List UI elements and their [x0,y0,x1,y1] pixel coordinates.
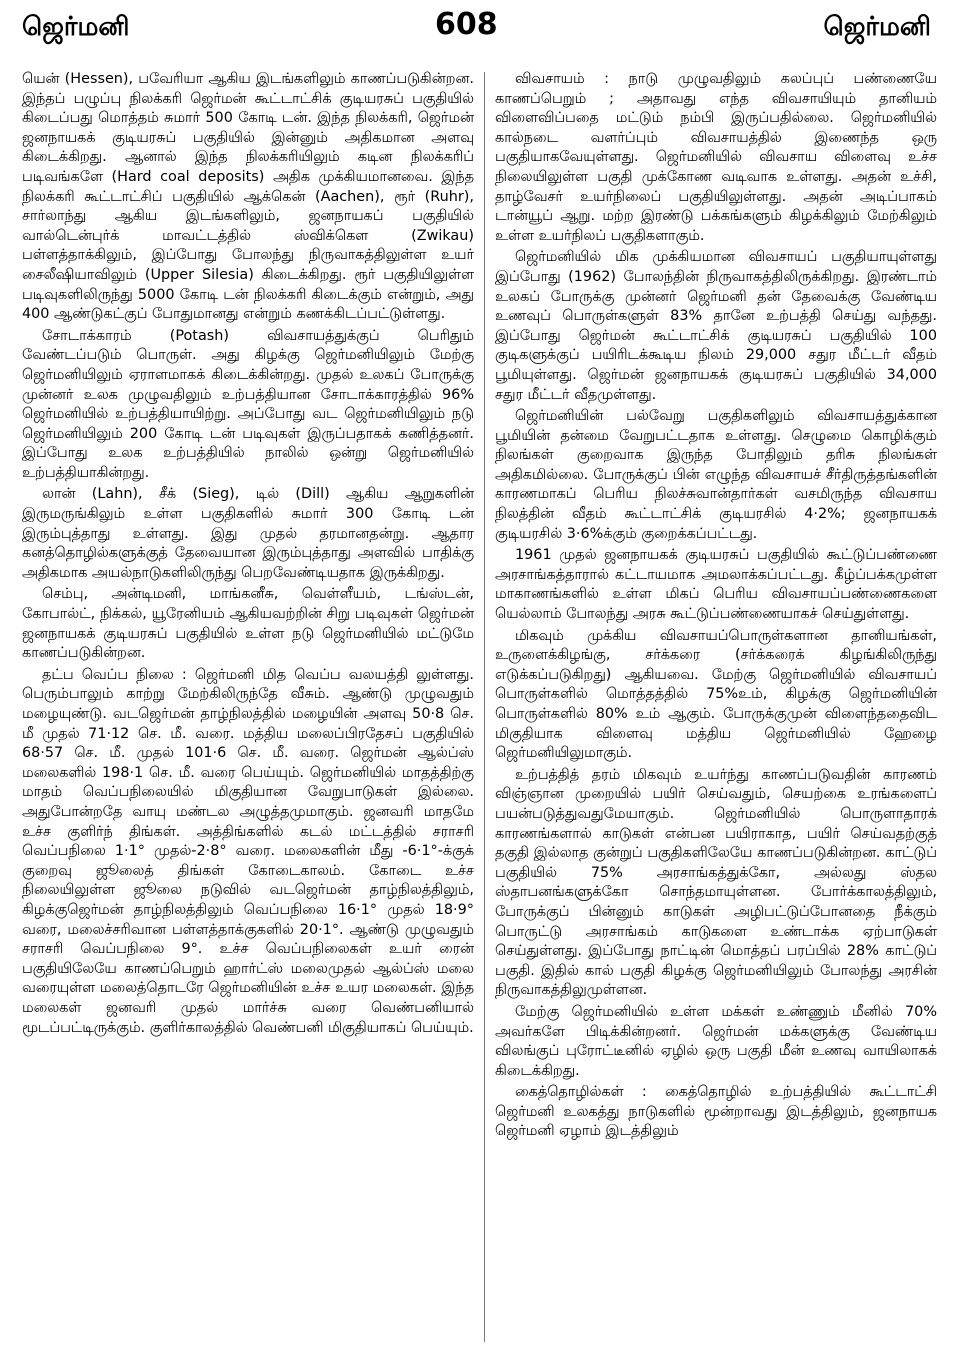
running-head-right: ஜெர்மனி [823,12,931,42]
page-number: 608 [435,7,498,42]
paragraph-potash: சோடாக்காரம் (Potash) விவசாயத்துக்குப் பெரிதும் வேண்டப்படும் பொருள். அது கிழக்கு ஜெர்மனியிலும் மேற்கு ஜெர்மனியிலும் ஏராளமாகக் கிடைக்கின்றது. முதல் உலகப் போருக்கு முன்னர் உலக முழுவதிலும் உற்பத்தியான சோடாக்காரத்தில் 96% ஜெர்மனியில் உற்பத்தியாயிற்று. அப்போது வட ஜெர்மனியிலும் நடு ஜெர்மனியிலும் 200 கோடி டன் படிவுகள் இருப்பதாகக் கணித்தனர். இப்போது உலக உற்பத்தியில் நாலில் ஒன்று ஜெர்மனியில் உற்பத்தியாகின்றது. [22,327,474,481]
paragraph-industry: கைத்தொழில்கள் : கைத்தொழில் உற்பத்தியில் கூட்டாட்சி ஜெர்மனி உலகத்து நாடுகளில் மூன்றாவது இடத்திலும், ஜனநாயக ஜெர்மனி ஏழாம் இடத்திலும் [495,1084,937,1140]
paragraph-minerals: செம்பு, அன்டிமனி, மாங்கனீசு, வெள்ளீயம், டங்ஸ்டன், கோபால்ட், நிக்கல், யூரேனியம் ஆகியவற்றின் சிறு படிவுகள் ஜெர்மன் ஜனநாயகக் குடியரசுப் பகுதியில் உள்ள நடு ஜெர்மனியில் மட்டுமே காணப்படுகின்றன. [22,586,474,662]
paragraph-agri-region: ஜெர்மனியில் மிக முக்கியமான விவசாயப் பகுதியாயுள்ளது இப்போது (1962) போலந்தின் நிருவாகத்திலிருக்கிறது. இரண்டாம் உலகப் போருக்கு முன்னர் ஜெர்மனி தன் தேவைக்கு வேண்டிய உணவுப் பொருள்களுள் 83% தானே உற்பத்தி செய்து வந்தது. இப்போது ஜெர்மன் கூட்டாட்சிக் குடியரசுப் பகுதியில் 100 குடிகளுக்குப் பயிரிடக்கூடிய நிலம் 29,000 சதுர மீட்டர் வீதம் பூமியுள்ளது. ஜெர்மன் ஜனநாயகக் குடியரசுப் பகுதியில் 34,000 சதுர மீட்டர் வீதமுள்ளது. [495,249,937,403]
right-column [495,70,937,1346]
left-column [22,70,474,1346]
paragraph-climate: தட்ப வெப்ப நிலை : ஜெர்மனி மித வெப்ப வலயத்தி லுள்ளது. பெரும்பாலும் காற்று மேற்கிலிருந்தே வீசும். ஆண்டு முழுவதும் மழையுண்டு. வடஜெர்மன் தாழ்நிலத்தில் மழையின் அளவு 50·8 செ. மீ முதல் 71·12 செ. மீ. வரை. மத்திய மலைப்பிரதேசப் பகுதியில் 68·57 செ. மீ. முதல் 101·6 செ. மீ. வரை. ஜெர்மன் ஆல்ப்ஸ் மலைகளில் 198·1 செ. மீ. வரை பெய்யும். ஜெர்மனியில் மாதத்திற்கு மாதம் வெப்பநிலையில் மிகுதியான வேறுபாடுகள் இல்லை. அதுபோன்றதே வாயு மண்டல அழுத்தமுமாகும். ஜனவரி மாதமே உச்ச குளிர்ந் திங்கள். அத்திங்களில் கடல் மட்டத்தில் சராசரி வெப்பநிலை 1·1° முதல்-2·8° வரை. மலைகளின் மீது -6·1°-க்குக் குறைவு ஜூலைத் திங்கள் கோடைகாலம். கோடை உச்ச நிலையிலுள்ள ஜூலை நடுவில் வடஜெர்மன் தாழ்நிலத்திலும், கிழக்குஜெர்மன் தாழ்நிலத்திலும் வெப்பநிலை 16·1° முதல் 18·9° வரை, மலைச்சரிவான பள்ளத்தாக்குகளில் 20·1°. ஆண்டு முழுவதும் சராசரி வெப்பநிலை 9°. உச்ச வெப்பநிலைகள் உயர் ரைன் பகுதியிலேயே காணப்பெறும் ஹார்ட்ஸ் மலைமுதல் ஆல்ப்ஸ் மலை வரையுள்ள மலைத்தொடரே ஜெர்மனியின் உச்ச உயர மலைகள். இந்த மலைகள் ஜனவரி முதல் மார்ச்சு வரை வெண்பனியால் மூடப்பட்டிருக்கும். குளிர்காலத்தில் வெண்பனி மிகுதியாகப் பெய்யும். [22,666,474,1036]
page-header [0,0,961,62]
running-head-left: ஜெர்மனி [22,12,130,42]
paragraph-iron-ore: லான் (Lahn), சீக் (Sieg), டில் (Dill) ஆகிய ஆறுகளின் இருமருங்கிலும் உள்ள பகுதிகளில் சுமார் 300 கோடி டன் இரும்புத்தாது உள்ளது. இது முதல் தரமானதன்று. ஆதார கனத்தொழில்களுக்குத் தேவையான இரும்புத்தாது அளவில் பாதிக்கு அதிகமாக அயல்நாடுகளிலிருந்து பெறவேண்டியதாக இருக்கிறது. [22,486,474,581]
paragraph-forests: உற்பத்தித் தரம் மிகவும் உயர்ந்து காணப்படுவதின் காரணம் விஞ்ஞான முறையில் பயிர் செய்வதும், செயற்கை உரங்களைப் பயன்படுத்துவதுமேயாகும். ஜெர்மனியில் பொருளாதாரக் காரணங்களால் காடுகள் என்பன பயிராகாத, பயிர் செய்வதற்குத் தகுதி இல்லாத குன்றுப் பகுதிகளிலேயே காணப்படுகின்றன. காட்டுப் பகுதியில் 75% அரசாங்கத்துக்கோ, அல்லது ஸ்தல ஸ்தாபனங்களுக்கோ சொந்தமாயுள்ளன. போர்க்காலத்திலும், போருக்குப் பின்னும் காடுகள் அழிபட்டுப்போனதை நீக்கும் பொருட்டு அரசாங்கம் காடுகளை உண்டாக்க ஏற்பாடுகள் செய்துள்ளது. இப்போது நாட்டின் மொத்தப் பரப்பில் 28% காட்டுப் பகுதி. இதில் கால் பகுதி கிழக்கு ஜெர்மனியிலும் போலந்து அரசின் நிருவாகத்திலுமுள்ளன. [495,766,937,999]
column-divider [484,72,485,1342]
paragraph-agriculture: விவசாயம் : நாடு முழுவதிலும் கலப்புப் பண்ணையே காணப்பெறும் ; அதாவது எந்த விவசாயியும் தானியம் விளைவிப்பதை மட்டும் நம்பி இருப்பதில்லை. ஜெர்மனியில் கால்நடை வளர்ப்பும் விவசாயத்தில் இணைந்த ஒரு பகுதியாகவேயுள்ளது. ஜெர்மனியில் விவசாய விளைவு உச்ச நிலையிலுள்ள பகுதி முக்கோண வடிவாக உள்ளது. அதன் உச்சி, தாழ்வேசர் உயர்நிலைப் பகுதியிலுள்ளது. அதன் அடிப்பாகம் டான்யூப் ஆறு. மற்ற இரண்டு பக்கங்களும் கிழக்கிலும் மேற்கிலும் உள்ள உயர்நிலப் பகுதிகளாகும். [495,71,937,244]
paragraph-land: ஜெர்மனியின் பல்வேறு பகுதிகளிலும் விவசாயத்துக்கான பூமியின் தன்மை வேறுபட்டதாக உள்ளது. செழுமை கொழிக்கும் நிலங்கள் குறைவாக இருந்த போதிலும் தரிசு நிலங்கள் அதிகமில்லை. போருக்குப் பின் எழுந்த விவசாயச் சீர்திருத்தங்களின் காரணமாகப் பெரிய நிலச்சுவான்தார்கள் வசமிருந்த விவசாய நிலத்தின் வீதம் கூட்டாட்சிக் குடியரசில் 4·2%; ஜனநாயகக் குடியரசில் 3·6%க்கும் குறைக்கப்பட்டது. [495,408,937,542]
paragraph-coal: யென் (Hessen), பவேரியா ஆகிய இடங்களிலும் காணப்படுகின்றன. இந்தப் பழுப்பு நிலக்கரி ஜெர்மன் கூட்டாட்சிக் குடியரசுப் பகுதியில் கிடைப்பது மொத்தம் சுமார் 500 கோடி டன். இந்த நிலக்கரி, ஜெர்மன் ஜனநாயகக் குடியரசுப் பகுதியில் இன்னும் அதிகமான அளவு கிடைக்கிறது. ஆனால் இந்த நிலக்கரியிலும் கடின நிலக்கரிப் படிவங்களே (Hard coal deposits) அதிக முக்கியமானவை. இந்த நிலக்கரி கூட்டாட்சிப் பகுதியில் ஆக்கென் (Aachen), ரூர் (Ruhr), சார்லாந்து ஆகிய இடங்களிலும், ஜனநாயகப் பகுதியில் வால்டென்புர்க் மாவட்டத்தில் ஸ்விக்கெள (Zwikau) பள்ளத்தாக்கிலும், இப்போது போலந்து நிருவாகத்திலுள்ள உயர் சைலீஷியாவிலும் (Upper Silesia) கிடைக்கிறது. ரூர் பகுதியிலுள்ள படிவுகளிலிருந்து 5000 கோடி டன் நிலக்கரி கிடைக்கும் என்றும், அது 400 ஆண்டுகட்குப் போதுமானது என்றும் கணக்கிடப்பட்டுள்ளது. [22,71,474,323]
paragraph-collective-farms: 1961 முதல் ஜனநாயகக் குடியரசுப் பகுதியில் கூட்டுப்பண்ணை அரசாங்கத்தாரால் கட்டாயமாக அமலாக்கப்பட்டது. கீழ்ப்பக்கமுள்ள மாகாணங்களில் உள்ள மிகப் பெரிய விவசாயப்பண்ணைகளை யெல்லாம் போலந்து அரசு கூட்டுப்பண்ணையாகச் செய்துள்ளது. [495,547,937,623]
paragraph-fish: மேற்கு ஜெர்மனியில் உள்ள மக்கள் உண்ணும் மீனில் 70% அவர்களே பிடிக்கின்றனர். ஜெர்மன் மக்களுக்கு வேண்டிய விலங்குப் புரோட்டீனில் ஏழில் ஒரு பகுதி மீன் உணவு வாயிலாகக் கிடைக்கிறது. [495,1003,937,1079]
paragraph-crops: மிகவும் முக்கிய விவசாயப்பொருள்களான தானியங்கள், உருளைக்கிழங்கு, சர்க்கரை (சர்க்கரைக் கிழங்கிலிருந்து எடுக்கப்படுகிறது) ஆகியவை. மேற்கு ஜெர்மனியில் விவசாயப் பொருள்களில் மொத்தத்தில் 75%உம், கிழக்கு ஜெர்மனியின் பொருள்களில் 80% உம் ஆகும். போருக்குமுன் விளைந்ததைவிட மிகுதியாக விளைவு மத்திய ஜெர்மனியில் ஹேழை ஜெர்மனியிலுமாகும். [495,627,937,762]
